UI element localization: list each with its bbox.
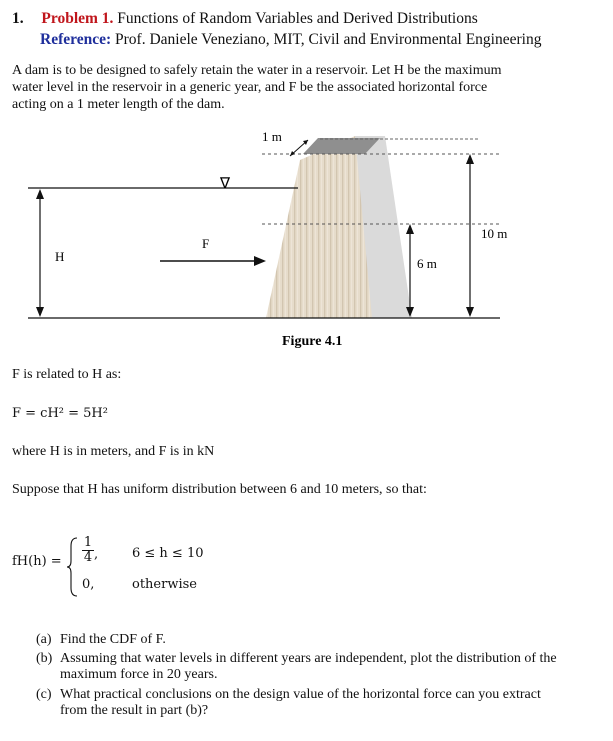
intro-line-3: acting on a 1 meter length of the dam. xyxy=(12,97,225,112)
question-b-label: (b) xyxy=(36,651,53,666)
height-label: H xyxy=(55,249,65,264)
dam-figure xyxy=(0,120,613,360)
pdf-case1-numerator: 1 xyxy=(83,535,93,550)
force-arrowhead xyxy=(254,256,266,266)
pdf-lhs: fH(h) = xyxy=(12,554,62,569)
pdf-brace xyxy=(66,536,78,598)
reference-line xyxy=(40,31,541,49)
problem-number: 1. xyxy=(12,10,24,27)
min-level-arrow-head-top xyxy=(406,224,414,234)
total-height-arrow-head-bottom xyxy=(466,307,474,317)
question-c-label: (c) xyxy=(36,687,52,702)
problem-label: Problem 1. xyxy=(41,10,114,27)
relation-intro: F is related to H as: xyxy=(12,367,122,382)
figure-caption: Figure 4.1 xyxy=(282,334,343,349)
relation-equation: F = cH² = 5H² xyxy=(12,406,108,421)
question-c-text: What practical conclusions on the design value of the horizontal force can you extract from the result in part (b)? xyxy=(60,687,541,718)
intro-line-1: A dam is to be designed to safely retain the water in a reservoir. Let H be the maximum xyxy=(12,63,502,78)
force-label: F xyxy=(202,236,210,251)
reference-label: Reference: xyxy=(40,31,112,48)
pdf-case2-value: 0, xyxy=(82,577,95,592)
dam-body xyxy=(266,136,372,318)
pdf-case1-denominator: 4 xyxy=(83,550,93,565)
pdf-case1-comma: , xyxy=(94,547,99,562)
top-width-label: 1 m xyxy=(262,129,282,144)
pdf-case2-condition: otherwise xyxy=(132,577,197,592)
problem-heading xyxy=(12,10,478,28)
question-a-label: (a) xyxy=(36,632,52,647)
min-level-label: 6 m xyxy=(417,256,437,271)
height-arrow-head-bottom xyxy=(36,307,44,317)
water-level-symbol: ∇ xyxy=(220,176,231,192)
height-arrow-head-top xyxy=(36,189,44,199)
question-b xyxy=(36,651,557,682)
intro-line-2: water level in the reservoir in a generic year, and F be the associated horizontal force xyxy=(12,80,488,95)
problem-title: Functions of Random Variables and Derived Distributions xyxy=(117,10,478,27)
total-height-label: 10 m xyxy=(481,226,508,241)
total-height-arrow-head-top xyxy=(466,154,474,164)
distribution-intro: Suppose that H has uniform distribution between 6 and 10 meters, so that: xyxy=(12,482,427,497)
question-b-text: Assuming that water levels in different years are independent, plot the distribution of the maximum force in 20 years. xyxy=(60,651,557,682)
intro-paragraph xyxy=(12,62,501,113)
question-a-text: Find the CDF of F. xyxy=(60,632,166,647)
question-list xyxy=(36,632,596,732)
question-c xyxy=(36,687,541,718)
units-statement: where H is in meters, and F is in kN xyxy=(12,444,215,459)
question-a xyxy=(36,632,166,648)
pdf-case1-condition: 6 ≤ h ≤ 10 xyxy=(132,546,204,561)
reference-text: Prof. Daniele Veneziano, MIT, Civil and Environmental Engineering xyxy=(115,31,542,48)
pdf-case1-value xyxy=(82,536,94,564)
